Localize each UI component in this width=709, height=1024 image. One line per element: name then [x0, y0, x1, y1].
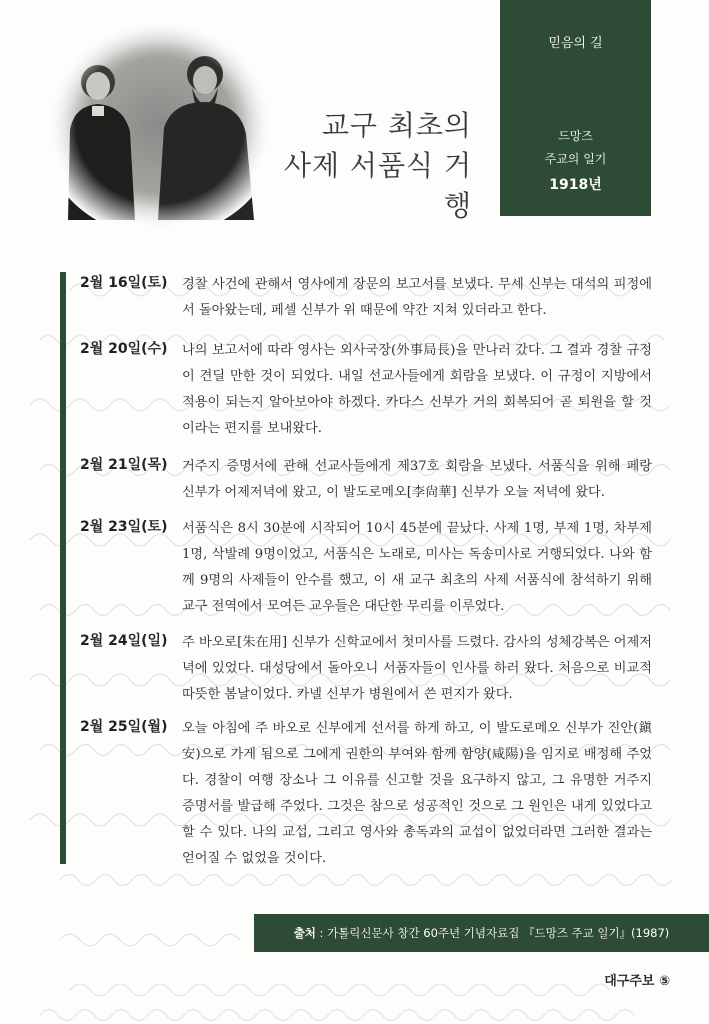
series-year: 1918년	[549, 177, 602, 193]
entry-date: 2월 24일(일)	[80, 633, 168, 649]
entry-text: 서품식은 8시 30분에 시작되어 10시 45분에 끝났다. 사제 1명, 부제 1명, 차부제 1명, 삭발례 9명이었고, 서품식은 노래로, 미사는 독송미사로 거행되었다. 나와 함께 9명의 사제들이 안수를 했고, 이 새 교구 최초의 사제 서품식에 참석하기 위해 교구 전역에서 모여든 교우들은 대단한 무리를 이루었다.	[182, 521, 652, 614]
entry-text: 주 바오로[朱在用] 신부가 신학교에서 첫미사를 드렸다. 감사의 성체강복은 어제저녁에 있었다. 대성당에서 돌아오니 서품자들이 인사를 하러 왔다. 처음으로 비교적 따뜻한 봄날이었다. 카넬 신부가 병원에서 쓴 편지가 왔다.	[182, 635, 652, 702]
entry-text: 나의 보고서에 따라 영사는 외사국장(外事局長)을 만나러 갔다. 그 결과 경찰 규정이 견딜 만한 것이 되었다. 내일 선교사들에게 회람을 보냈다. 이 규정이 지방에서 적용이 되는지 알아보아야 하겠다. 카다스 신부가 거의 회복되어 곧 퇴원을 할 것이라는 편지를 보내왔다.	[182, 343, 652, 436]
source-citation	[254, 914, 709, 952]
headline-line-1: 교구 최초의	[321, 109, 472, 142]
entry-date: 2월 16일(토)	[80, 275, 168, 291]
entry-text: 거주지 증명서에 관해 선교사들에게 제37호 회람을 보냈다. 서품식을 위해 페랑 신부가 어제저녁에 왔고, 이 발도로메오[李尙華] 신부가 오늘 저녁에 왔다.	[182, 459, 652, 500]
entry-text: 오늘 아침에 주 바오로 신부에게 선서를 하게 하고, 이 발도로메오 신부가 진안(鎭安)으로 가게 됨으로 그에게 권한의 부여와 함께 함양(咸陽)을 임지로 배정해 주었다. 경찰이 여행 장소나 그 이유를 신고할 것을 요구하지 않고, 그 유명한 거주지 증명서를 발급해 주었다. 그것은 참으로 성공적인 것으로 그 원인은 내게 있었다고 할 수 있다. 나의 교섭, 그리고 영사와 총독과의 교섭이 없었더라면 그러한 결과는 얻어질 수 없었을 것이다.	[182, 721, 652, 866]
entry-date: 2월 20일(수)	[80, 341, 168, 357]
source-text: : 가톨릭신문사 창간 60주년 기념자료집 『드망즈 주교 일기』(1987)	[315, 926, 670, 940]
series-subtitle-line-1: 드망즈	[558, 129, 593, 143]
source-label: 출처	[293, 926, 316, 940]
entry-text: 경찰 사건에 관해서 영사에게 장문의 보고서를 보냈다. 무세 신부는 대석의 피정에서 돌아왔는데, 페셀 신부가 위 때문에 약간 지쳐 있더라고 한다.	[182, 277, 652, 318]
series-panel	[500, 0, 651, 216]
series-subtitle-line-2: 주교의 일기	[544, 152, 607, 166]
headline-line-2: 사제 서품식 거행	[283, 149, 472, 222]
entry-date: 2월 23일(토)	[80, 519, 168, 535]
page-footer-label: 대구주보 ⑤	[604, 974, 670, 989]
historical-photo	[40, 10, 280, 235]
entries-accent-bar	[60, 272, 66, 864]
series-title: 믿음의 길	[548, 36, 603, 51]
entry-date: 2월 25일(월)	[80, 719, 168, 735]
entry-date: 2월 21일(목)	[80, 457, 168, 473]
article-headline	[262, 106, 472, 226]
